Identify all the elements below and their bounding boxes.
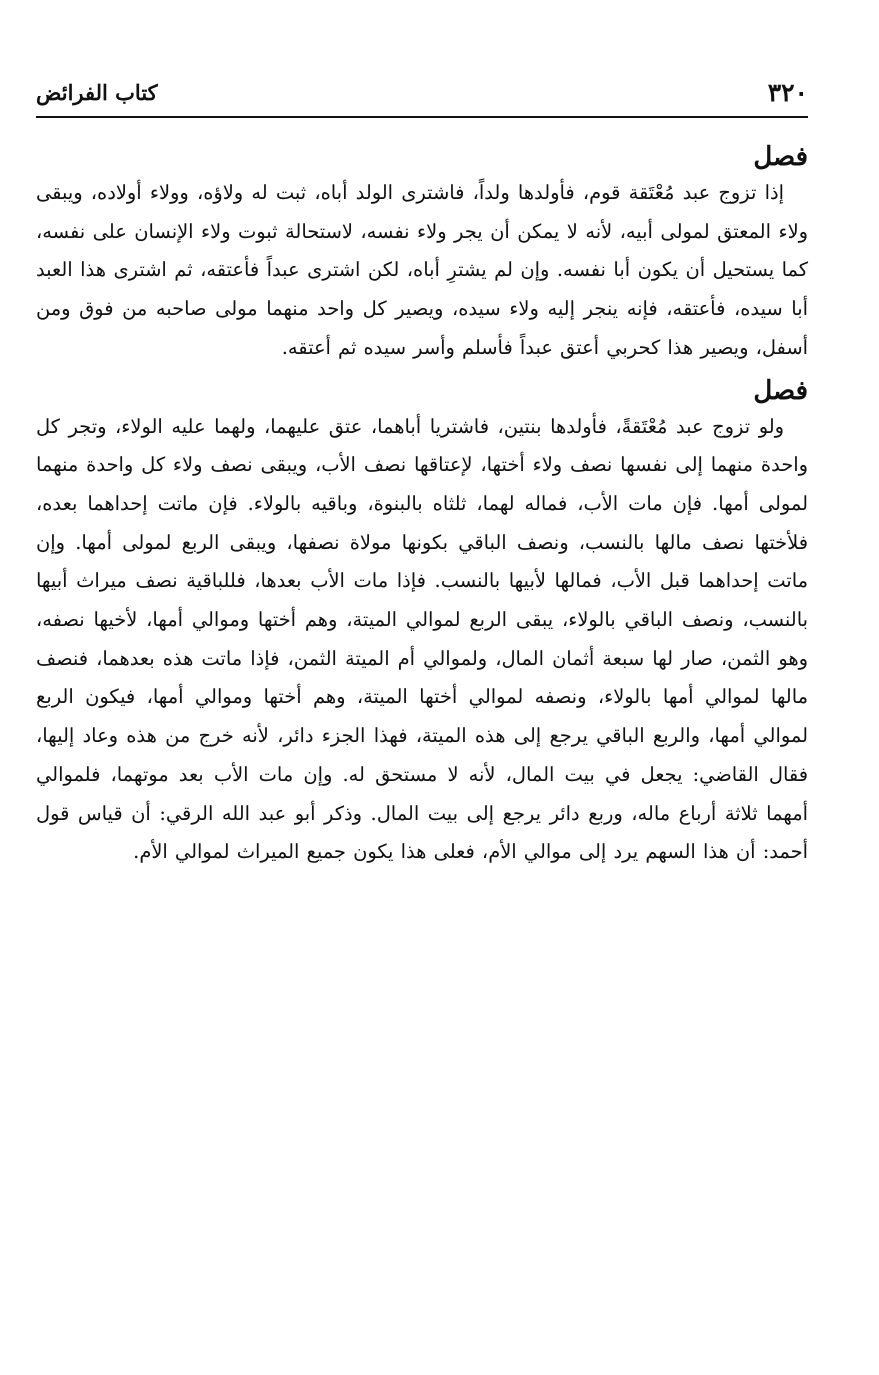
- section-heading: فصل: [753, 375, 808, 406]
- header-divider: [36, 116, 808, 118]
- section-heading: فصل: [753, 142, 808, 172]
- page-number: ٣٢٠: [767, 78, 808, 107]
- page-content: [36, 78, 808, 872]
- book-title: كتاب الفرائض: [36, 80, 158, 105]
- section-1: [36, 140, 808, 368]
- section-paragraph: إذا تزوج عبد مُعْتَقة قوم، فأولدها ولداً، فاشترى الولد أباه، ثبت له ولاؤه، وولاء أولاده، ويبقى ولاء المعتق لمولى أبيه، لأنه لا يمكن أن يجر ولاء نفسه، لاستحالة ثبوت ولاء الإنسان على نفسه، كما يستحيل أن يكون أبا نفسه. وإن لم يشترِ أباه، لكن اشترى عبداً فأعتقه، ثم اشترى هذا العبد أبا سيده، فأعتقه، فإنه ينجر إليه ولاء سيده، ويصير كل واحد منهما مولى صاحبه من فوق ومن أسفل، ويصير هذا كحربي أعتق عبداً فأسلم وأسر سيده ثم أعتقه.: [36, 181, 808, 359]
- running-header: [36, 78, 808, 112]
- section-2: [36, 374, 808, 872]
- section-paragraph: ولو تزوج عبد مُعْتَقةً، فأولدها بنتين، فاشتريا أباهما، عتق عليهما، ولهما عليه الولاء، وتجر كل واحدة منهما إلى نفسها نصف ولاء أختها، لإعتاقها نصف الأب، ويبقى نصف ولاء كل واحدة منهما لمولى أمها. فإن مات الأب، فماله لهما، ثلثاه بالبنوة، وباقيه بالولاء. فإن ماتت إحداهما بعده، فلأختها نصف مالها بالنسب، ونصف الباقي بكونها مولاة نصفها، ويبقى الربع لمولى أمها. وإن ماتت إحداهما قبل الأب، فمالها لأبيها بالنسب. فإذا مات الأب بعدها، فللباقية نصف ميراث أبيها بالنسب، ونصف الباقي بالولاء، يبقى الربع لموالي الميتة، وهم أختها وموالي أمها، لأخيها نصفه، وهو الثمن، صار لها سبعة أثمان المال، ولموالي أم الميتة الثمن، فإذا ماتت هذه بعدهما، فنصف مالها لموالي أمها بالولاء، ونصفه لموالي أختها الميتة، وهم أختها وموالي أمها، فيكون الربع لموالي أمها، والربع الباقي يرجع إلى هذه الميتة، فهذا الجزء دائر، لأنه خرج من هذه وعاد إليها، فقال القاضي: يجعل في بيت المال، لأنه لا مستحق له. وإن مات الأب بعد موتهما، فلموالي أمهما ثلاثة أرباع ماله، وربع دائر يرجع إلى بيت المال. وذكر أبو عبد الله الرقي: أن قياس قول أحمد: أن هذا السهم يرد إلى موالي الأم، فعلى هذا يكون جميع الميراث لموالي الأم.: [36, 414, 808, 864]
